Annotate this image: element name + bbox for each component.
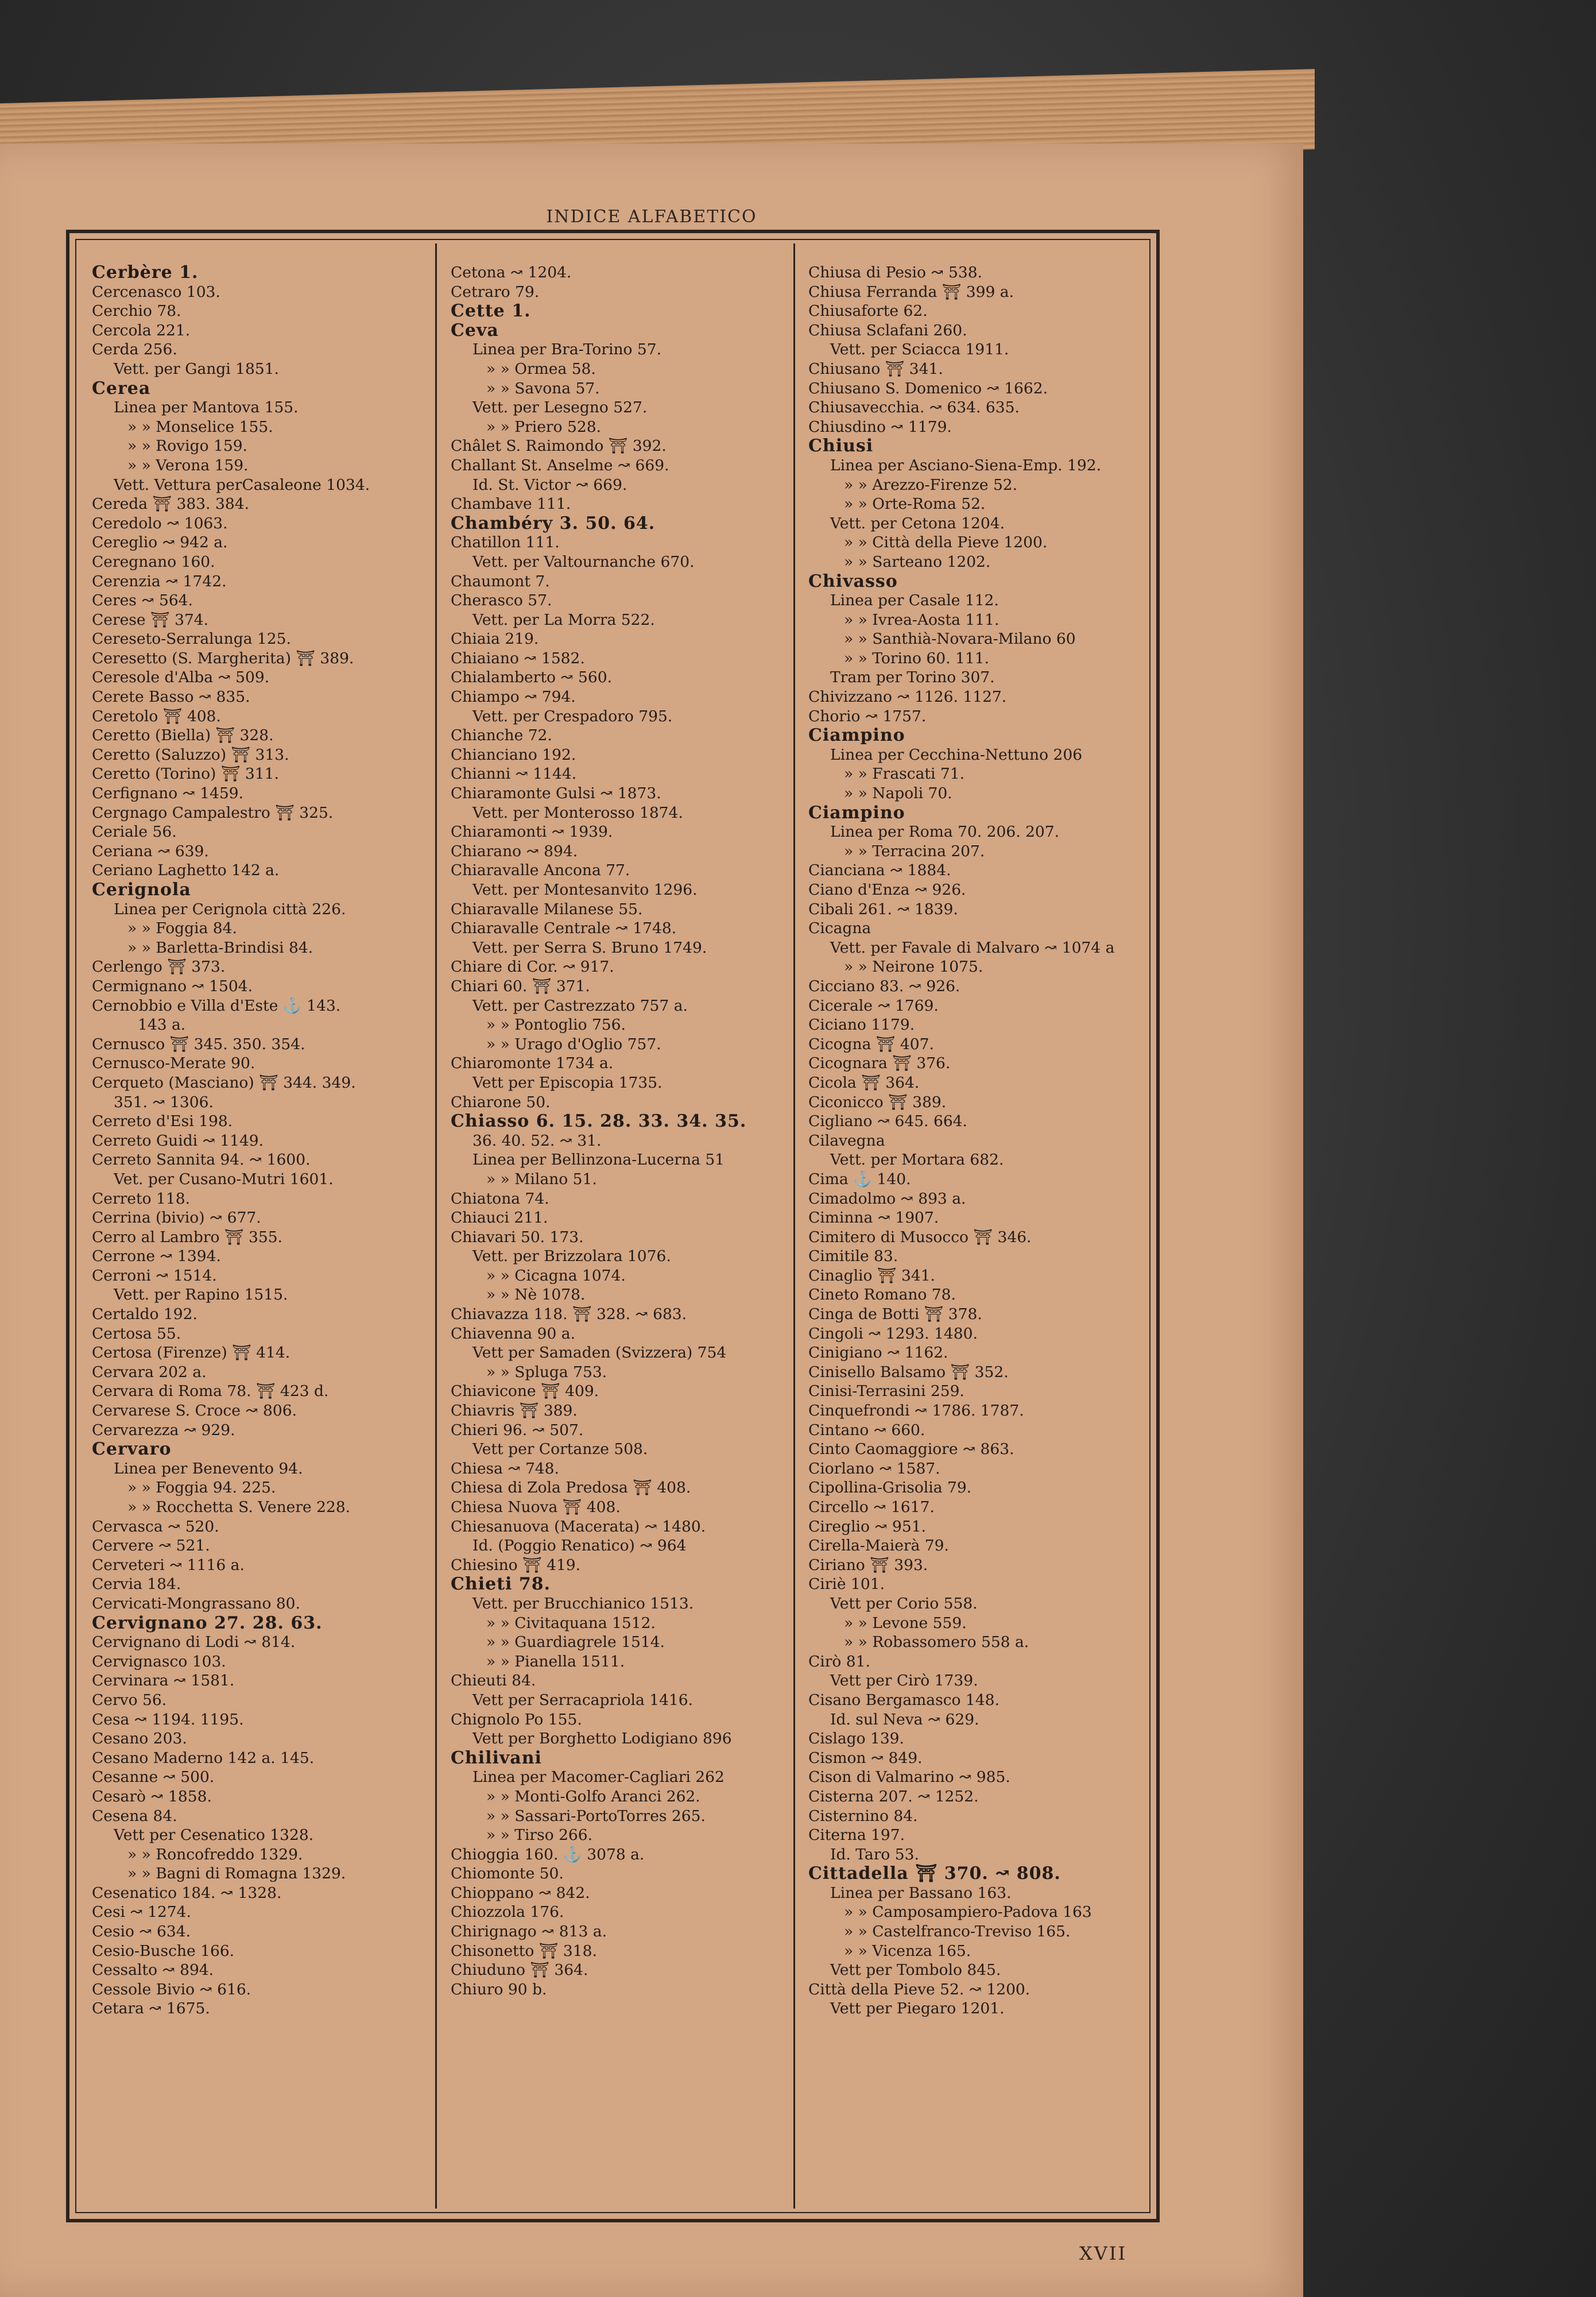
index-entry: Cervinara ↝ 1581. (92, 1672, 235, 1690)
index-entry: Ceriana ↝ 639. (92, 842, 209, 860)
index-entry: Ceresole d'Alba ↝ 509. (92, 668, 270, 687)
index-entry: Cervignasco 103. (92, 1652, 226, 1670)
index-entry: Cessalto ↝ 894. (92, 1961, 214, 1979)
index-entry: Cerrone ↝ 1394. (92, 1247, 221, 1266)
index-entry: » » Torino 60. 111. (844, 649, 990, 667)
index-entry: Chiusano S. Domenico ↝ 1662. (808, 379, 1048, 397)
index-entry: Certosa (Firenze) ⛩ 414. (92, 1344, 290, 1362)
index-entry: Cerreto Guidi ↝ 1149. (92, 1131, 264, 1150)
index-entry: » » Spluga 753. (486, 1363, 607, 1381)
index-entry: Chiampo ↝ 794. (451, 688, 576, 706)
index-entry: Vett per Episcopia 1735. (472, 1073, 663, 1092)
index-entry: Vett per Cirò 1739. (830, 1672, 978, 1690)
index-entry: Cerveteri ↝ 1116 a. (92, 1556, 245, 1574)
index-entry: Linea per Macomer-Cagliari 262 (472, 1768, 725, 1786)
index-entry: Chialamberto ↝ 560. (451, 668, 612, 687)
index-entry: Chiavenna 90 a. (451, 1324, 575, 1343)
index-entry: Chioppano ↝ 842. (451, 1884, 590, 1902)
index-entry: Cereglio ↝ 942 a. (92, 533, 228, 552)
index-entry: Chiusa Sclafani 260. (808, 321, 967, 339)
index-entry: Ceredolo ↝ 1063. (92, 514, 228, 532)
index-entry: Vett per Samaden (Svizzera) 754 (472, 1344, 727, 1362)
index-entry: Città della Pieve 52. ↝ 1200. (808, 1980, 1031, 1998)
index-entry: Vett. per Gangi 1851. (114, 359, 280, 378)
index-entry: Cisano Bergamasco 148. (808, 1691, 1000, 1709)
index-entry: Chiaromonte 1734 a. (451, 1054, 614, 1073)
index-entry: Cicciano 83. ↝ 926. (808, 977, 960, 995)
index-entry: » » Levone 559. (844, 1614, 967, 1632)
index-heading: Cervignano 27. 28. 63. (92, 1613, 323, 1633)
index-entry: Chiatona 74. (451, 1189, 549, 1208)
index-entry: Cireglio ↝ 951. (808, 1517, 927, 1536)
index-entry: Cercola 221. (92, 321, 191, 339)
index-entry: Ceres ↝ 564. (92, 591, 193, 610)
index-entry: Cernobbio e Villa d'Este ⚓ 143. (92, 996, 341, 1015)
index-entry: Cianciana ↝ 1884. (808, 861, 951, 880)
index-entry: Vett per Tombolo 845. (830, 1961, 1001, 1979)
index-entry: Cicagna (808, 919, 871, 938)
index-entry: Chiaravalle Centrale ↝ 1748. (451, 919, 677, 938)
index-entry: Chiomonte 50. (451, 1865, 564, 1883)
index-entry: Id. Taro 53. (830, 1845, 919, 1863)
index-entry: Cerreto Sannita 94. ↝ 1600. (92, 1151, 311, 1169)
index-entry: » » Rocchetta S. Venere 228. (127, 1498, 351, 1516)
index-entry: Vett per Piegaro 1201. (830, 2000, 1005, 2018)
index-entry: Cima ⚓ 140. (808, 1170, 911, 1188)
index-entry: Linea per Cecchina-Nettuno 206 (830, 745, 1083, 764)
index-entry: » » Bagni di Romagna 1329. (127, 1865, 346, 1883)
index-entry: Chiare di Cor. ↝ 917. (451, 958, 614, 976)
index-entry: Vett. per Sciacca 1911. (830, 341, 1009, 359)
index-entry: » » Ormea 58. (486, 359, 596, 378)
index-heading: Ciampino (808, 726, 905, 745)
index-entry: Cerda 256. (92, 341, 177, 359)
index-entry: Cislago 139. (808, 1730, 904, 1748)
index-entry: Cinigiano ↝ 1162. (808, 1344, 948, 1362)
index-entry: 36. 40. 52. ↝ 31. (472, 1131, 602, 1150)
index-entry: Vett. per Castrezzato 757 a. (472, 996, 688, 1015)
index-entry: » » Milano 51. (486, 1170, 597, 1188)
index-entry: Chiavazza 118. ⛩ 328. ↝ 683. (451, 1305, 687, 1324)
index-heading: Ciampino (808, 803, 905, 823)
index-entry: Cerreto 118. (92, 1189, 191, 1208)
index-entry: Vet. per Cusano-Mutri 1601. (114, 1170, 334, 1188)
index-entry: 351. ↝ 1306. (114, 1093, 214, 1111)
index-entry: Cervere ↝ 521. (92, 1537, 210, 1555)
index-entry: Ciriano ⛩ 393. (808, 1556, 928, 1574)
index-heading: Chambéry 3. 50. 64. (451, 513, 656, 533)
index-entry: Cesano Maderno 142 a. 145. (92, 1749, 315, 1767)
index-entry: Cison di Valmarino ↝ 985. (808, 1768, 1010, 1786)
index-entry: Chirignago ↝ 813 a. (451, 1923, 607, 1941)
index-entry: Cirò 81. (808, 1652, 870, 1670)
index-entry: Cinisello Balsamo ⛩ 352. (808, 1363, 1009, 1381)
index-entry: Cherasco 57. (451, 591, 552, 610)
index-entry: Châlet S. Raimondo ⛩ 392. (451, 437, 667, 455)
index-entry: Vett per Cortanze 508. (472, 1440, 648, 1459)
index-entry: Vett. per Brucchianico 1513. (472, 1594, 694, 1612)
index-entry: » » Barletta-Brindisi 84. (127, 938, 313, 957)
index-entry: Chisonetto ⛩ 318. (451, 1942, 597, 1960)
index-entry: Vett. per Monterosso 1874. (472, 803, 683, 822)
index-entry: Chiusavecchia. ↝ 634. 635. (808, 399, 1020, 417)
page-number: XVII (1079, 2242, 1128, 2264)
index-heading: Cittadella ⛩ 370. ↝ 808. (808, 1864, 1061, 1884)
index-heading: Chieti 78. (451, 1575, 551, 1594)
index-entry: Tram per Torino 307. (830, 668, 995, 687)
index-entry: Chiusa Ferranda ⛩ 399 a. (808, 283, 1014, 301)
index-entry: Cerenzia ↝ 1742. (92, 572, 227, 590)
index-entry: Cesano 203. (92, 1730, 187, 1748)
index-entry: Cermignano ↝ 1504. (92, 977, 253, 995)
index-entry: » » Tirso 266. (486, 1826, 593, 1844)
index-entry: Cingoli ↝ 1293. 1480. (808, 1324, 978, 1343)
index-entry: Linea per Cerignola città 226. (114, 900, 346, 918)
index-entry: Cernusco-Merate 90. (92, 1054, 255, 1073)
index-entry: Chiuro 90 b. (451, 1980, 547, 1998)
index-entry: » » Robassomero 558 a. (844, 1633, 1029, 1652)
index-entry: Chiusano ⛩ 341. (808, 359, 943, 378)
index-entry: Linea per Bassano 163. (830, 1884, 1012, 1902)
index-entry: Cervo 56. (92, 1691, 167, 1709)
index-entry: Chiarone 50. (451, 1093, 551, 1111)
index-entry: Cicerale ↝ 1769. (808, 996, 939, 1015)
index-heading: Cerbère 1. (92, 263, 199, 283)
index-entry: Cervara di Roma 78. ⛩ 423 d. (92, 1382, 329, 1401)
index-entry: Cesanne ↝ 500. (92, 1768, 215, 1786)
index-heading: Ceva (451, 320, 499, 341)
index-heading: Cerignola (92, 880, 191, 900)
index-entry: Cesio-Busche 166. (92, 1942, 235, 1960)
index-entry: » » Camposampiero-Padova 163 (844, 1903, 1092, 1921)
index-entry: Chiavicone ⛩ 409. (451, 1382, 599, 1401)
index-entry: Chiozzola 176. (451, 1903, 564, 1921)
index-entry: Cicogna ⛩ 407. (808, 1035, 934, 1053)
index-entry: Vett. per Favale di Malvaro ↝ 1074 a (830, 938, 1115, 957)
index-entry: Chambave 111. (451, 495, 571, 513)
index-entry: Cipollina-Grisolia 79. (808, 1479, 972, 1497)
index-entry: Chiesa di Zola Predosa ⛩ 408. (451, 1479, 691, 1497)
index-entry: » » Sarteano 1202. (844, 552, 991, 571)
index-entry: Chiaravalle Milanese 55. (451, 900, 643, 918)
index-entry: Ciminna ↝ 1907. (808, 1209, 939, 1227)
index-entry: Chianche 72. (451, 726, 552, 745)
index-entry: Linea per Bra-Torino 57. (472, 341, 662, 359)
index-entry: Chiaravalle Ancona 77. (451, 861, 630, 880)
index-entry: Ceretto (Biella) ⛩ 328. (92, 726, 274, 745)
index-entry: Vett. per Crespadoro 795. (472, 707, 673, 725)
index-entry: Cetara ↝ 1675. (92, 2000, 210, 2018)
index-entry: Vett. per Lesegno 527. (472, 399, 648, 417)
index-entry: Cirella-Maierà 79. (808, 1537, 949, 1555)
column-divider-1 (435, 243, 437, 2209)
index-entry: Ciorlano ↝ 1587. (808, 1459, 940, 1478)
index-entry: Chorio ↝ 1757. (808, 707, 927, 725)
index-entry: Chiuduno ⛩ 364. (451, 1961, 588, 1979)
index-entry: Ceresetto (S. Margherita) ⛩ 389. (92, 649, 354, 667)
index-entry: » » Frascati 71. (844, 765, 965, 783)
index-entry: Id. (Poggio Renatico) ↝ 964 (472, 1537, 687, 1555)
index-entry: Vett per Cesenatico 1328. (114, 1826, 314, 1844)
index-entry: Circello ↝ 1617. (808, 1498, 935, 1516)
index-entry: Linea per Asciano-Siena-Emp. 192. (830, 456, 1102, 474)
index-entry: Challant St. Anselme ↝ 669. (451, 456, 669, 474)
index-entry: » » Monti-Golfo Aranci 262. (486, 1787, 700, 1805)
index-entry: Vett. Vettura perCasaleone 1034. (114, 475, 370, 494)
index-entry: Cervia 184. (92, 1575, 181, 1594)
index-entry: Chieri 96. ↝ 507. (451, 1421, 584, 1439)
index-entry: Chignolo Po 155. (451, 1710, 582, 1728)
index-entry: Chivizzano ↝ 1126. 1127. (808, 688, 1007, 706)
index-column-2 (451, 263, 784, 2210)
index-entry: Chiesanuova (Macerata) ↝ 1480. (451, 1517, 706, 1536)
index-entry: Ciano d'Enza ↝ 926. (808, 881, 966, 899)
index-entry: Linea per Bellinzona-Lucerna 51 (472, 1151, 725, 1169)
index-entry: Chiesa Nuova ⛩ 408. (451, 1498, 621, 1516)
index-entry: Cesa ↝ 1194. 1195. (92, 1710, 244, 1728)
index-entry: Vett. per Mortara 682. (830, 1151, 1004, 1169)
index-entry: Cerqueto (Masciano) ⛩ 344. 349. (92, 1073, 356, 1092)
page-title: INDICE ALFABETICO (546, 207, 757, 227)
index-entry: Vett per Corio 558. (830, 1594, 978, 1612)
index-entry: Chaumont 7. (451, 572, 550, 590)
index-entry: » » Orte-Roma 52. (844, 495, 986, 513)
index-entry: » » Vicenza 165. (844, 1942, 971, 1960)
index-entry: Chiaramonte Gulsi ↝ 1873. (451, 784, 661, 803)
index-entry: » » Priero 528. (486, 417, 601, 436)
index-entry: Vett. per Serra S. Bruno 1749. (472, 938, 707, 957)
index-entry: Cervicati-Mongrassano 80. (92, 1594, 300, 1612)
index-entry: Ceriale 56. (92, 823, 177, 841)
index-entry: Cerfignano ↝ 1459. (92, 784, 244, 803)
index-entry: Cesena 84. (92, 1807, 177, 1825)
index-entry: Cigliano ↝ 645. 664. (808, 1112, 967, 1131)
index-entry: Cinto Caomaggiore ↝ 863. (808, 1440, 1014, 1459)
index-entry: Cismon ↝ 849. (808, 1749, 923, 1767)
index-entry: Ciconicco ⛩ 389. (808, 1093, 947, 1111)
index-entry: » » Guardiagrele 1514. (486, 1633, 665, 1652)
index-entry: Chiaiano ↝ 1582. (451, 649, 585, 667)
index-entry: Ciriè 101. (808, 1575, 885, 1594)
index-heading: Chivasso (808, 571, 898, 591)
index-entry: Chianciano 192. (451, 745, 576, 764)
index-entry: Cercenasco 103. (92, 283, 220, 301)
index-entry: Cinquefrondi ↝ 1786. 1787. (808, 1402, 1024, 1420)
index-entry: Cerrina (bivio) ↝ 677. (92, 1209, 261, 1227)
index-entry: Chioggia 160. ⚓ 3078 a. (451, 1845, 645, 1863)
index-entry: » » Civitaquana 1512. (486, 1614, 656, 1632)
index-entry: » » Castelfranco-Treviso 165. (844, 1923, 1071, 1941)
index-entry: » » Nè 1078. (486, 1286, 586, 1304)
index-entry: Linea per Roma 70. 206. 207. (830, 823, 1060, 841)
index-entry: Cessole Bivio ↝ 616. (92, 1980, 251, 1998)
index-entry: Cervarezza ↝ 929. (92, 1421, 235, 1439)
index-entry: » » Pianella 1511. (486, 1652, 625, 1670)
index-column-1 (92, 263, 431, 2210)
index-entry: Cimadolmo ↝ 893 a. (808, 1189, 966, 1208)
index-entry: » » Città della Pieve 1200. (844, 533, 1048, 552)
index-entry: Chianni ↝ 1144. (451, 765, 577, 783)
index-heading: Chilivani (451, 1748, 542, 1768)
index-entry: Vett per Borghetto Lodigiano 896 (472, 1730, 732, 1748)
index-entry: » » Foggia 84. (127, 919, 237, 938)
index-entry: Cisternino 84. (808, 1807, 918, 1825)
index-entry: Cervarese S. Croce ↝ 806. (92, 1402, 297, 1420)
index-entry: Cilavegna (808, 1131, 885, 1150)
index-entry: Cerreto d'Esi 198. (92, 1112, 233, 1131)
index-entry: » » Roncofreddo 1329. (127, 1845, 303, 1863)
index-entry: Ceriano Laghetto 142 a. (92, 861, 280, 880)
index-entry: Cesarò ↝ 1858. (92, 1787, 212, 1805)
index-entry: Ceretto (Torino) ⛩ 311. (92, 765, 279, 783)
index-entry: Cervara 202 a. (92, 1363, 207, 1381)
index-entry: Cergnago Campalestro ⛩ 325. (92, 803, 334, 822)
index-entry: Cicola ⛩ 364. (808, 1073, 920, 1092)
index-entry: Cicognara ⛩ 376. (808, 1054, 951, 1073)
index-entry: 143 a. (138, 1016, 186, 1034)
index-entry: Cesenatico 184. ↝ 1328. (92, 1884, 282, 1902)
index-entry: » » Sassari-PortoTorres 265. (486, 1807, 706, 1825)
index-entry: Chiesa ↝ 748. (451, 1459, 559, 1478)
index-entry: » » Terracina 207. (844, 842, 985, 860)
index-entry: Id. St. Victor ↝ 669. (472, 475, 627, 494)
index-heading: Chiusi (808, 436, 874, 456)
index-entry: Vett per Serracapriola 1416. (472, 1691, 694, 1709)
index-entry: Linea per Benevento 94. (114, 1459, 303, 1478)
index-entry: Chiauci 211. (451, 1209, 548, 1227)
index-entry: Chiavari 50. 173. (451, 1228, 584, 1246)
index-entry: Vett. per Brizzolara 1076. (472, 1247, 671, 1266)
column-divider-2 (793, 243, 795, 2209)
index-entry: Vett. per Montesanvito 1296. (472, 881, 698, 899)
index-entry: Certaldo 192. (92, 1305, 197, 1324)
index-heading: Chiasso 6. 15. 28. 33. 34. 35. (451, 1112, 747, 1131)
index-entry: » » Rovigo 159. (127, 437, 247, 455)
index-entry: » » Foggia 94. 225. (127, 1479, 276, 1497)
index-entry: Ceregnano 160. (92, 552, 215, 571)
index-entry: Certosa 55. (92, 1324, 181, 1343)
index-entry: Cintano ↝ 660. (808, 1421, 925, 1439)
index-entry: Chiusa di Pesio ↝ 538. (808, 264, 982, 281)
index-entry: Vett. per La Morra 522. (472, 610, 655, 629)
index-entry: » » Cicagna 1074. (486, 1266, 626, 1285)
index-entry: Cibali 261. ↝ 1839. (808, 900, 958, 918)
index-heading: Cette 1. (451, 301, 531, 321)
index-entry: Chiusdino ↝ 1179. (808, 417, 952, 436)
index-entry: Cerroni ↝ 1514. (92, 1266, 217, 1285)
index-entry: » » Napoli 70. (844, 784, 952, 803)
index-entry: » » Ivrea-Aosta 111. (844, 610, 1000, 629)
index-entry: » » Monselice 155. (127, 417, 273, 436)
index-entry: Ciciano 1179. (808, 1016, 915, 1034)
index-entry: Cisterna 207. ↝ 1252. (808, 1787, 979, 1805)
index-entry: Linea per Mantova 155. (114, 399, 299, 417)
index-entry: Citerna 197. (808, 1826, 905, 1844)
index-entry: Cereseto-Serralunga 125. (92, 630, 291, 648)
index-entry: Cinisi-Terrasini 259. (808, 1382, 964, 1401)
index-entry: Cervignano di Lodi ↝ 814. (92, 1633, 296, 1652)
index-entry: Cinaglio ⛩ 341. (808, 1266, 935, 1285)
index-entry: Cetona ↝ 1204. (451, 264, 572, 281)
index-entry: Chiari 60. ⛩ 371. (451, 977, 590, 995)
index-entry: Vett. per Cetona 1204. (830, 514, 1005, 532)
index-entry: Cimitero di Musocco ⛩ 346. (808, 1228, 1032, 1246)
index-entry: » » Neirone 1075. (844, 958, 983, 976)
index-entry: Cimitile 83. (808, 1247, 898, 1266)
index-entry: Chiaia 219. (451, 630, 539, 648)
index-entry: Linea per Casale 112. (830, 591, 999, 610)
index-entry: Cerese ⛩ 374. (92, 610, 209, 629)
index-entry: Cesi ↝ 1274. (92, 1903, 191, 1921)
index-entry: Vett. per Valtournanche 670. (472, 552, 695, 571)
index-entry: » » Pontoglio 756. (486, 1016, 626, 1034)
index-entry: Cineto Romano 78. (808, 1286, 956, 1304)
index-column-3 (808, 263, 1153, 2210)
index-heading: Cervaro (92, 1440, 172, 1459)
index-entry: Cereda ⛩ 383. 384. (92, 495, 249, 513)
index-entry: Chiaramonti ↝ 1939. (451, 823, 613, 841)
index-entry: Cerro al Lambro ⛩ 355. (92, 1228, 282, 1246)
index-entry: Cervasca ↝ 520. (92, 1517, 219, 1536)
index-entry: Cesio ↝ 634. (92, 1923, 191, 1941)
index-entry: Chiesino ⛩ 419. (451, 1556, 581, 1574)
index-entry: » » Arezzo-Firenze 52. (844, 475, 1018, 494)
index-entry: Chatillon 111. (451, 533, 560, 552)
index-entry: Cetraro 79. (451, 283, 540, 301)
index-entry: Ceretto (Saluzzo) ⛩ 313. (92, 745, 289, 764)
index-entry: Cernusco ⛩ 345. 350. 354. (92, 1035, 305, 1053)
index-entry: Ceretolo ⛩ 408. (92, 707, 221, 725)
index-entry: Vett. per Rapino 1515. (114, 1286, 288, 1304)
index-entry: Id. sul Neva ↝ 629. (830, 1710, 979, 1728)
index-entry: Cerchio 78. (92, 302, 181, 320)
index-entry: » » Verona 159. (127, 456, 249, 474)
index-heading: Cerea (92, 378, 151, 399)
index-entry: Cerlengo ⛩ 373. (92, 958, 226, 976)
index-entry: Chieuti 84. (451, 1672, 536, 1690)
index-entry: Cinga de Botti ⛩ 378. (808, 1305, 982, 1324)
index-entry: Chiavris ⛩ 389. (451, 1402, 578, 1420)
index-entry: Cerete Basso ↝ 835. (92, 688, 250, 706)
index-entry: Chiarano ↝ 894. (451, 842, 578, 860)
index-entry: Chiusaforte 62. (808, 302, 928, 320)
index-entry: » » Savona 57. (486, 379, 600, 397)
index-entry: » » Santhià-Novara-Milano 60 (844, 630, 1076, 648)
index-entry: » » Urago d'Oglio 757. (486, 1035, 661, 1053)
